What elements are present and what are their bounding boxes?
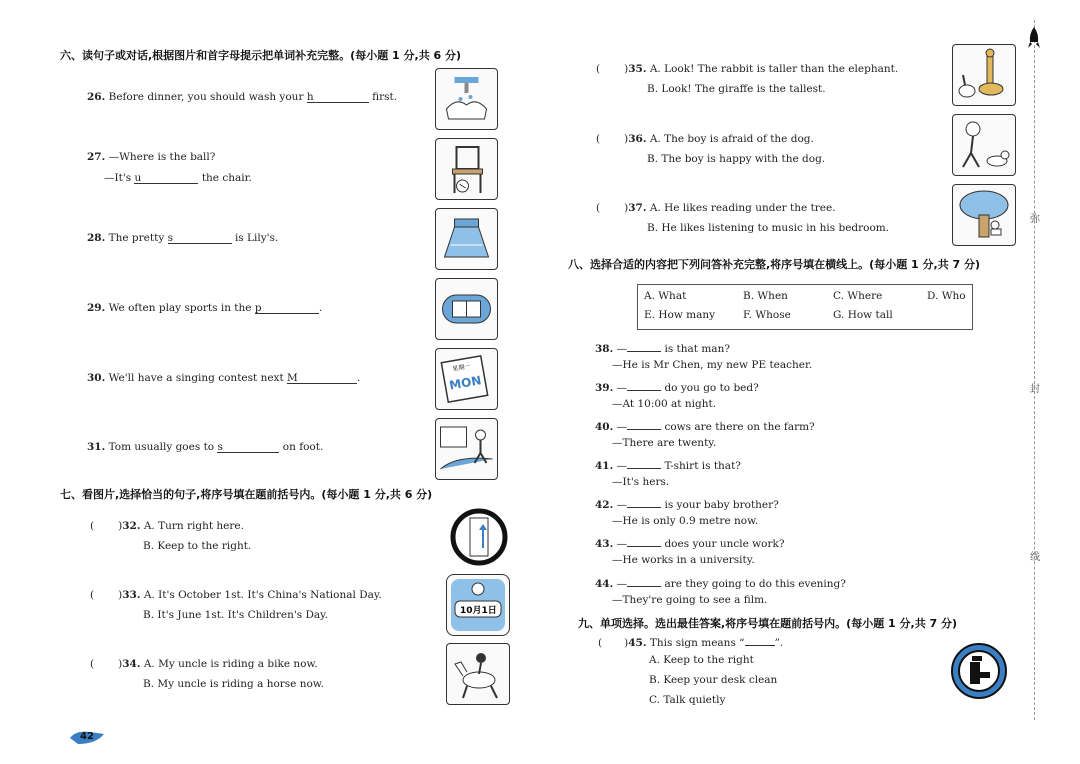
answer-39: —At 10:00 at night. (612, 398, 717, 410)
question-37: ( )37. A. He likes reading under the tree. (596, 202, 836, 214)
page-number-badge (68, 730, 108, 746)
date-sign-picture (446, 574, 510, 636)
question-39: 39. — do you go to bed? (595, 379, 759, 394)
choice-b: B. When (743, 290, 788, 302)
binding-margin-line (1034, 20, 1035, 720)
question-35: ( )35. A. Look! The rabbit is taller than the elephant. (596, 63, 899, 75)
boy-walking-picture (435, 418, 498, 480)
question-43: 43. — does your uncle work? (595, 535, 784, 550)
question-33: ( )33. A. It's October 1st. It's China's National Day. (90, 589, 382, 601)
question-27: 27. —Where is the ball? (87, 151, 216, 163)
playground-picture (435, 278, 498, 340)
answer-blank[interactable] (745, 634, 775, 646)
answer-38: —He is Mr Chen, my new PE teacher. (612, 359, 813, 371)
answer-blank[interactable]: h (307, 91, 369, 103)
question-45: ( )45. This sign means “ ”. (598, 634, 783, 649)
choice-c: C. Where (833, 290, 883, 302)
option-c: C. Talk quietly (649, 694, 726, 706)
choice-d: D. Who (927, 290, 966, 302)
question-29: 29. We often play sports in the p . (87, 302, 323, 314)
page-number: 42 (80, 731, 94, 742)
question-37-b: B. He likes listening to music in his bedroom. (647, 222, 890, 234)
question-34-b: B. My uncle is riding a horse now. (143, 678, 324, 690)
question-31: 31. Tom usually goes to s on foot. (87, 441, 324, 453)
answer-paren[interactable]: ( ) (90, 658, 123, 670)
choice-e: E. How many (644, 309, 716, 321)
choice-f: F. Whose (743, 309, 791, 321)
question-40: 40. — cows are there on the farm? (595, 418, 815, 433)
question-36-b: B. The boy is happy with the dog. (647, 153, 826, 165)
section-seven-title: 七、看图片,选择恰当的句子,将序号填在题前括号内。(每小题 1 分,共 6 分) (60, 488, 433, 501)
hands-washing-picture (435, 68, 498, 130)
answer-blank[interactable] (627, 418, 661, 430)
answer-paren[interactable]: ( ) (598, 637, 629, 649)
calendar-day-text: MON (448, 373, 483, 393)
margin-char-feng: 封 (1030, 384, 1040, 395)
question-26: 26. Before dinner, you should wash your h first. (87, 91, 398, 103)
question-38: 38. — is that man? (595, 340, 730, 355)
question-28: 28. The pretty s is Lily's. (87, 232, 279, 244)
calendar-picture (435, 348, 498, 410)
giraffe-rabbit-picture (952, 44, 1016, 106)
answer-blank[interactable] (627, 575, 661, 587)
answer-blank[interactable]: u (134, 172, 198, 184)
choice-a: A. What (644, 290, 687, 302)
answer-blank[interactable] (627, 379, 661, 391)
calendar-weekday-text: 星期一 (452, 362, 472, 373)
date-sign-text: 10月1日 (460, 606, 497, 616)
keep-right-sign-picture (450, 508, 508, 566)
answer-43: —He works in a university. (612, 554, 755, 566)
skirt-picture (435, 208, 498, 270)
word-bank-box (637, 284, 973, 330)
section-six-title: 六、读句子或对话,根据图片和首字母提示把单词补充完整。(每小题 1 分,共 6 分) (60, 49, 462, 62)
option-b: B. Keep your desk clean (649, 674, 778, 686)
answer-44: —They're going to see a film. (612, 594, 768, 606)
option-a: A. Keep to the right (649, 654, 754, 666)
answer-paren[interactable]: ( ) (90, 520, 123, 532)
question-35-b: B. Look! The giraffe is the tallest. (647, 83, 826, 95)
question-41: 41. — T-shirt is that? (595, 457, 741, 472)
question-32: ( )32. A. Turn right here. (90, 520, 244, 532)
chair-ball-picture (435, 138, 498, 200)
question-36: ( )36. A. The boy is afraid of the dog. (596, 133, 814, 145)
answer-blank[interactable] (627, 457, 661, 469)
section-eight-title: 八、选择合适的内容把下列问答补充完整,将序号填在横线上。(每小题 1 分,共 7 分) (568, 258, 981, 271)
margin-char-mi: 弥 (1030, 214, 1040, 225)
sign-picture (950, 642, 1008, 700)
answer-blank[interactable] (627, 535, 661, 547)
answer-paren[interactable]: ( ) (596, 133, 629, 145)
question-44: 44. — are they going to do this evening? (595, 575, 846, 590)
question-42: 42. — is your baby brother? (595, 496, 779, 511)
answer-blank[interactable]: s (217, 441, 279, 453)
answer-blank[interactable]: s (168, 232, 232, 244)
answer-blank[interactable] (627, 496, 661, 508)
question-33-b: B. It's June 1st. It's Children's Day. (143, 609, 328, 621)
rocket-icon (1027, 26, 1041, 50)
answer-blank[interactable]: p (255, 302, 319, 314)
horse-rider-picture (446, 643, 510, 705)
answer-paren[interactable]: ( ) (90, 589, 123, 601)
answer-blank[interactable] (627, 340, 661, 352)
question-27-answer: —It's u the chair. (104, 172, 252, 184)
answer-paren[interactable]: ( ) (596, 202, 629, 214)
margin-char-xian: 线 (1030, 552, 1040, 563)
answer-40: —There are twenty. (612, 437, 717, 449)
choice-g: G. How tall (833, 309, 893, 321)
question-32-b: B. Keep to the right. (143, 540, 252, 552)
section-nine-title: 九、单项选择。选出最佳答案,将序号填在题前括号内。(每小题 1 分,共 7 分) (578, 617, 958, 630)
question-30: 30. We'll have a singing contest next M . (87, 372, 361, 384)
answer-42: —He is only 0.9 metre now. (612, 515, 759, 527)
question-34: ( )34. A. My uncle is riding a bike now. (90, 658, 318, 670)
answer-paren[interactable]: ( ) (596, 63, 629, 75)
boy-dog-picture (952, 114, 1016, 176)
answer-41: —It's hers. (612, 476, 670, 488)
answer-blank[interactable]: M (287, 372, 357, 384)
tree-reading-picture (952, 184, 1016, 246)
